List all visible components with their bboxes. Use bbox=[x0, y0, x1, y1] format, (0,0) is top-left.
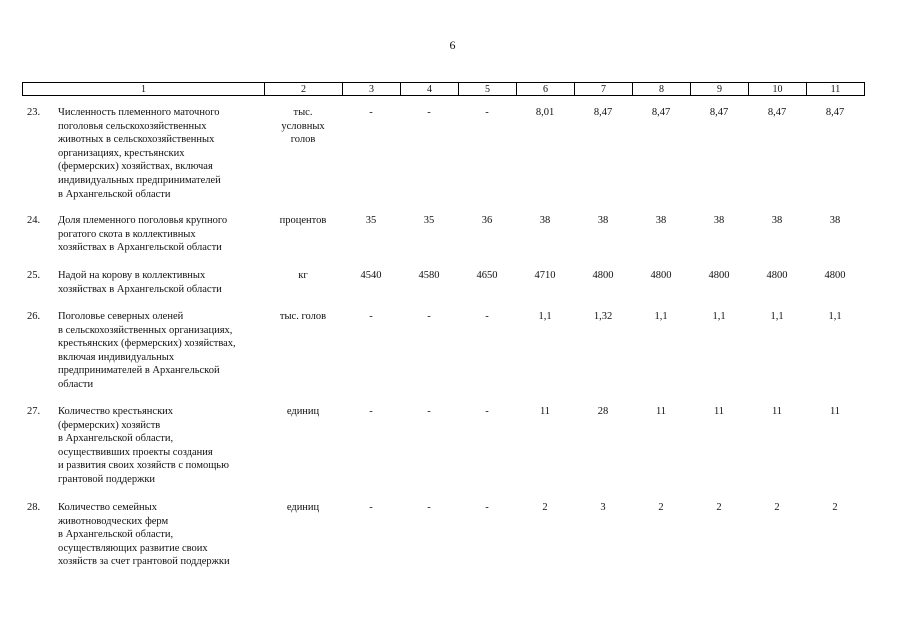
value-cell: - bbox=[369, 311, 373, 322]
column-number: 8 bbox=[633, 83, 691, 96]
value-cell: 38 bbox=[655, 215, 667, 226]
row-number: 24. bbox=[27, 215, 41, 226]
row-number: 23. bbox=[27, 107, 41, 118]
value-cell: 3 bbox=[600, 502, 606, 513]
value-cell: 36 bbox=[481, 215, 493, 226]
value-cell: - bbox=[485, 502, 489, 513]
indicator-name: Численность племенного маточного поголовья сельскохозяйственных животных в сельскохозяйственных организациях, крестьянских (фермерских) хозяйствах, включая индивидуальных предпринимателей в Архангельской области bbox=[58, 107, 221, 200]
value-cell: 2 bbox=[774, 502, 780, 513]
value-cell: - bbox=[369, 502, 373, 513]
value-cell: - bbox=[427, 311, 431, 322]
value-cell: 8,47 bbox=[825, 107, 845, 118]
indicator-name: Количество семейных животноводческих ферм в Архангельской области, осуществляющих развитие своих хозяйств за счет грантовой поддержки bbox=[58, 502, 230, 568]
column-number: 6 bbox=[517, 83, 575, 96]
value-cell: 4800 bbox=[766, 270, 788, 281]
row-number: 25. bbox=[27, 270, 41, 281]
value-cell: 4650 bbox=[476, 270, 498, 281]
row-number: 28. bbox=[27, 502, 41, 513]
value-cell: 1,32 bbox=[593, 311, 613, 322]
table-row bbox=[22, 106, 864, 214]
value-cell: - bbox=[427, 107, 431, 118]
value-cell: 38 bbox=[829, 215, 841, 226]
value-cell: 4800 bbox=[650, 270, 672, 281]
unit-of-measure: тыс. голов bbox=[279, 311, 327, 322]
value-cell: 28 bbox=[597, 406, 609, 417]
table-row bbox=[22, 405, 864, 501]
value-cell: 1,1 bbox=[712, 311, 726, 322]
value-cell: - bbox=[427, 406, 431, 417]
value-cell: 4580 bbox=[418, 270, 440, 281]
table-row bbox=[22, 310, 864, 405]
value-cell: - bbox=[369, 107, 373, 118]
value-cell: 8,47 bbox=[709, 107, 729, 118]
unit-of-measure: кг bbox=[298, 270, 308, 281]
unit-of-measure: тыс. условных голов bbox=[281, 107, 325, 146]
column-number: 3 bbox=[343, 83, 401, 96]
indicator-name: Надой на корову в коллективных хозяйствах в Архангельской области bbox=[58, 270, 222, 295]
value-cell: 8,47 bbox=[767, 107, 787, 118]
value-cell: 38 bbox=[597, 215, 609, 226]
indicator-name: Поголовье северных оленей в сельскохозяйственных организациях, крестьянских (фермерских) хозяйствах, включая индивидуальных предпринимателей в Архангельской области bbox=[58, 311, 236, 390]
value-cell: 8,47 bbox=[593, 107, 613, 118]
value-cell: 4800 bbox=[824, 270, 846, 281]
column-number: 7 bbox=[575, 83, 633, 96]
value-cell: 38 bbox=[539, 215, 551, 226]
value-cell: 1,1 bbox=[538, 311, 552, 322]
column-number: 1 bbox=[23, 83, 265, 96]
value-cell: 11 bbox=[655, 406, 667, 417]
column-number: 2 bbox=[265, 83, 343, 96]
indicator-name: Доля племенного поголовья крупного рогатого скота в коллективных хозяйствах в Архангельской области bbox=[58, 215, 228, 254]
column-number-row bbox=[23, 83, 865, 96]
value-cell: 4540 bbox=[360, 270, 382, 281]
value-cell: 11 bbox=[829, 406, 841, 417]
value-cell: - bbox=[485, 406, 489, 417]
unit-of-measure: единиц bbox=[286, 406, 320, 417]
value-cell: - bbox=[427, 502, 431, 513]
value-cell: 8,01 bbox=[535, 107, 555, 118]
value-cell: 4800 bbox=[708, 270, 730, 281]
value-cell: - bbox=[485, 107, 489, 118]
column-header-table bbox=[22, 82, 865, 96]
value-cell: 11 bbox=[713, 406, 725, 417]
value-cell: 2 bbox=[658, 502, 664, 513]
unit-of-measure: процентов bbox=[279, 215, 327, 226]
value-cell: 11 bbox=[539, 406, 551, 417]
column-number: 5 bbox=[459, 83, 517, 96]
value-cell: - bbox=[369, 406, 373, 417]
value-cell: 38 bbox=[771, 215, 783, 226]
table-row bbox=[22, 501, 864, 581]
row-number: 26. bbox=[27, 311, 41, 322]
page-number: 6 bbox=[449, 38, 456, 52]
table-row bbox=[22, 269, 864, 310]
column-number: 4 bbox=[401, 83, 459, 96]
value-cell: 38 bbox=[713, 215, 725, 226]
value-cell: 1,1 bbox=[770, 311, 784, 322]
value-cell: 4800 bbox=[592, 270, 614, 281]
value-cell: - bbox=[485, 311, 489, 322]
column-number: 10 bbox=[749, 83, 807, 96]
value-cell: 4710 bbox=[534, 270, 556, 281]
value-cell: 35 bbox=[365, 215, 377, 226]
indicator-name: Количество крестьянских (фермерских) хозяйств в Архангельской области, осуществивших проекты создания и развития своих хозяйств с помощью грантовой поддержки bbox=[58, 406, 229, 485]
value-cell: 2 bbox=[832, 502, 838, 513]
row-number: 27. bbox=[27, 406, 41, 417]
value-cell: 1,1 bbox=[654, 311, 668, 322]
value-cell: 2 bbox=[542, 502, 548, 513]
value-cell: 2 bbox=[716, 502, 722, 513]
value-cell: 11 bbox=[771, 406, 783, 417]
value-cell: 1,1 bbox=[828, 311, 842, 322]
column-number: 9 bbox=[691, 83, 749, 96]
value-cell: 35 bbox=[423, 215, 435, 226]
column-number: 11 bbox=[807, 83, 865, 96]
table-row bbox=[22, 214, 864, 269]
unit-of-measure: единиц bbox=[286, 502, 320, 513]
value-cell: 8,47 bbox=[651, 107, 671, 118]
indicator-rows bbox=[22, 106, 864, 581]
